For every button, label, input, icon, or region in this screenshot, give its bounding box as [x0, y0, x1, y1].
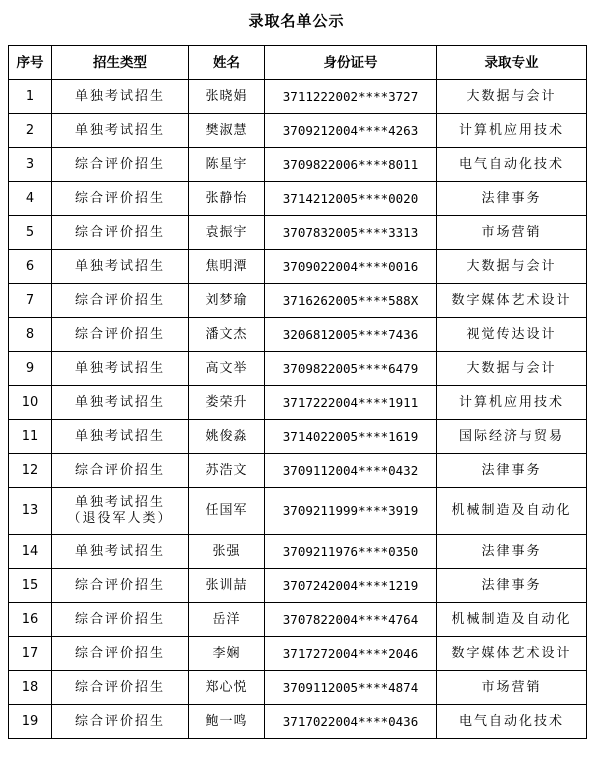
cell-type: 单独考试招生 — [52, 80, 189, 114]
cell-name: 樊淑慧 — [189, 114, 265, 148]
table-row — [9, 284, 587, 318]
cell-id: 3709112004****0432 — [265, 454, 437, 488]
cell-type: 综合评价招生 — [52, 671, 189, 705]
table-row — [9, 488, 587, 535]
cell-type: 单独考试招生 — [52, 114, 189, 148]
table-row — [9, 535, 587, 569]
cell-id: 3717222004****1911 — [265, 386, 437, 420]
column-header-name: 姓名 — [189, 46, 265, 80]
cell-no: 12 — [9, 454, 52, 488]
cell-major: 电气自动化技术 — [437, 148, 587, 182]
cell-name: 岳洋 — [189, 603, 265, 637]
cell-no: 9 — [9, 352, 52, 386]
cell-major: 数字媒体艺术设计 — [437, 637, 587, 671]
cell-no: 7 — [9, 284, 52, 318]
cell-no: 2 — [9, 114, 52, 148]
cell-name: 李娴 — [189, 637, 265, 671]
column-header-id: 身份证号 — [265, 46, 437, 80]
cell-id: 3717022004****0436 — [265, 705, 437, 739]
table-row — [9, 80, 587, 114]
cell-no: 17 — [9, 637, 52, 671]
cell-no: 10 — [9, 386, 52, 420]
cell-major: 机械制造及自动化 — [437, 488, 587, 535]
cell-major: 国际经济与贸易 — [437, 420, 587, 454]
cell-name: 焦明潭 — [189, 250, 265, 284]
cell-no: 8 — [9, 318, 52, 352]
cell-no: 11 — [9, 420, 52, 454]
cell-type: 综合评价招生 — [52, 216, 189, 250]
cell-id: 3206812005****7436 — [265, 318, 437, 352]
cell-no: 6 — [9, 250, 52, 284]
cell-type: 综合评价招生 — [52, 182, 189, 216]
admission-table — [8, 45, 587, 739]
cell-no: 1 — [9, 80, 52, 114]
cell-type-line: 单独考试招生 — [74, 495, 165, 510]
cell-no: 14 — [9, 535, 52, 569]
cell-name: 郑心悦 — [189, 671, 265, 705]
cell-id: 3709211999****3919 — [265, 488, 437, 535]
cell-major: 计算机应用技术 — [437, 386, 587, 420]
cell-no: 16 — [9, 603, 52, 637]
cell-id: 3707832005****3313 — [265, 216, 437, 250]
table-row — [9, 671, 587, 705]
cell-major: 数字媒体艺术设计 — [437, 284, 587, 318]
cell-name: 姚俊淼 — [189, 420, 265, 454]
cell-type: 单独考试招生 — [52, 352, 189, 386]
cell-no: 5 — [9, 216, 52, 250]
cell-name: 潘文杰 — [189, 318, 265, 352]
cell-type: 综合评价招生 — [52, 148, 189, 182]
cell-major: 计算机应用技术 — [437, 114, 587, 148]
cell-type: 综合评价招生 — [52, 569, 189, 603]
table-row — [9, 250, 587, 284]
cell-name: 袁振宇 — [189, 216, 265, 250]
cell-id: 3714022005****1619 — [265, 420, 437, 454]
cell-name: 刘梦瑜 — [189, 284, 265, 318]
cell-name: 高文举 — [189, 352, 265, 386]
cell-type-subline: （退役军人类） — [67, 511, 173, 526]
cell-no: 18 — [9, 671, 52, 705]
cell-name: 张强 — [189, 535, 265, 569]
cell-name: 张晓娟 — [189, 80, 265, 114]
cell-major: 法律事务 — [437, 182, 587, 216]
cell-major: 机械制造及自动化 — [437, 603, 587, 637]
cell-major: 法律事务 — [437, 569, 587, 603]
cell-id: 3709211976****0350 — [265, 535, 437, 569]
cell-id: 3717272004****2046 — [265, 637, 437, 671]
table-row — [9, 454, 587, 488]
cell-name: 娄荣升 — [189, 386, 265, 420]
table-row — [9, 705, 587, 739]
cell-id: 3711222002****3727 — [265, 80, 437, 114]
cell-major: 市场营销 — [437, 671, 587, 705]
cell-type: 综合评价招生 — [52, 318, 189, 352]
cell-name: 任国军 — [189, 488, 265, 535]
cell-type — [52, 488, 189, 535]
cell-name: 苏浩文 — [189, 454, 265, 488]
cell-type: 综合评价招生 — [52, 637, 189, 671]
table-row — [9, 386, 587, 420]
table-row — [9, 318, 587, 352]
cell-type: 综合评价招生 — [52, 284, 189, 318]
cell-no: 4 — [9, 182, 52, 216]
cell-type: 单独考试招生 — [52, 250, 189, 284]
table-header-row — [9, 46, 587, 80]
cell-id: 3709022004****0016 — [265, 250, 437, 284]
table-row — [9, 420, 587, 454]
column-header-no: 序号 — [9, 46, 52, 80]
cell-major: 电气自动化技术 — [437, 705, 587, 739]
cell-major: 视觉传达设计 — [437, 318, 587, 352]
cell-id: 3709822005****6479 — [265, 352, 437, 386]
cell-id: 3714212005****0020 — [265, 182, 437, 216]
cell-major: 大数据与会计 — [437, 250, 587, 284]
cell-id: 3707822004****4764 — [265, 603, 437, 637]
cell-type: 综合评价招生 — [52, 705, 189, 739]
table-row — [9, 182, 587, 216]
column-header-major: 录取专业 — [437, 46, 587, 80]
cell-id: 3709212004****4263 — [265, 114, 437, 148]
cell-type: 综合评价招生 — [52, 454, 189, 488]
table-row — [9, 569, 587, 603]
cell-no: 3 — [9, 148, 52, 182]
cell-major: 法律事务 — [437, 535, 587, 569]
cell-type: 单独考试招生 — [52, 420, 189, 454]
cell-id: 3709822006****8011 — [265, 148, 437, 182]
cell-no: 15 — [9, 569, 52, 603]
cell-name: 鲍一鸣 — [189, 705, 265, 739]
cell-no: 19 — [9, 705, 52, 739]
cell-id: 3716262005****588X — [265, 284, 437, 318]
cell-type: 综合评价招生 — [52, 603, 189, 637]
cell-id: 3709112005****4874 — [265, 671, 437, 705]
cell-no: 13 — [9, 488, 52, 535]
cell-name: 陈星宇 — [189, 148, 265, 182]
cell-major: 法律事务 — [437, 454, 587, 488]
table-row — [9, 637, 587, 671]
column-header-type: 招生类型 — [52, 46, 189, 80]
cell-name: 张静怡 — [189, 182, 265, 216]
table-row — [9, 216, 587, 250]
table-row — [9, 114, 587, 148]
cell-major: 市场营销 — [437, 216, 587, 250]
page-title: 录取名单公示 — [248, 12, 345, 30]
cell-id: 3707242004****1219 — [265, 569, 437, 603]
cell-type: 单独考试招生 — [52, 386, 189, 420]
table-row — [9, 603, 587, 637]
cell-name: 张训喆 — [189, 569, 265, 603]
cell-type: 单独考试招生 — [52, 535, 189, 569]
table-row — [9, 352, 587, 386]
cell-major: 大数据与会计 — [437, 352, 587, 386]
cell-major: 大数据与会计 — [437, 80, 587, 114]
table-row — [9, 148, 587, 182]
